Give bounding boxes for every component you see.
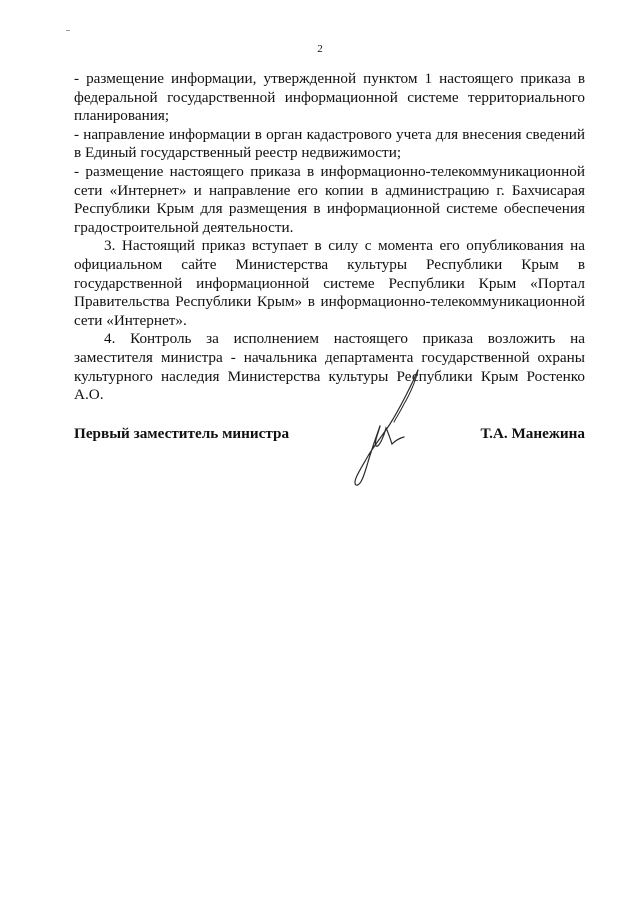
paragraph-gis-placement: - размещение информации, утвержденной пунктом 1 настоящего приказа в федеральной государственной информационной системе территориального планирования; [74, 70, 585, 125]
paragraph-control: 4. Контроль за исполнением настоящего приказа возложить на заместителя министра - начальника департамента государственной охраны культурного наследия Министерства культуры Республики Крым Ростенко А.О. [74, 330, 585, 404]
paragraph-effective-date: 3. Настоящий приказ вступает в силу с момента его опубликования на официальном сайте Министерства культуры Республики Крым в государственной информационной системе Республики Крым «Портал Правительства Республики Крым» в информационно-телекоммуникационной сети «Интернет». [74, 237, 585, 329]
document-body [74, 70, 585, 405]
paragraph-cadastral-info: - направление информации в орган кадастрового учета для внесения сведений в Единый государственный реестр недвижимости; [74, 125, 585, 162]
scan-speck [66, 30, 70, 31]
signatory-position: Первый заместитель министра [74, 425, 290, 442]
handwritten-signature [338, 366, 428, 486]
signatory-name: Т.А. Манежина [480, 425, 585, 442]
page-number: 2 [317, 43, 323, 55]
paragraph-internet-publication: - размещение настоящего приказа в информационно-телекоммуникационной сети «Интернет» и направление его копии в администрацию г. Бахчисарая Республики Крым для размещения в информационной системе обеспечения градостроительной деятельности. [74, 162, 585, 236]
